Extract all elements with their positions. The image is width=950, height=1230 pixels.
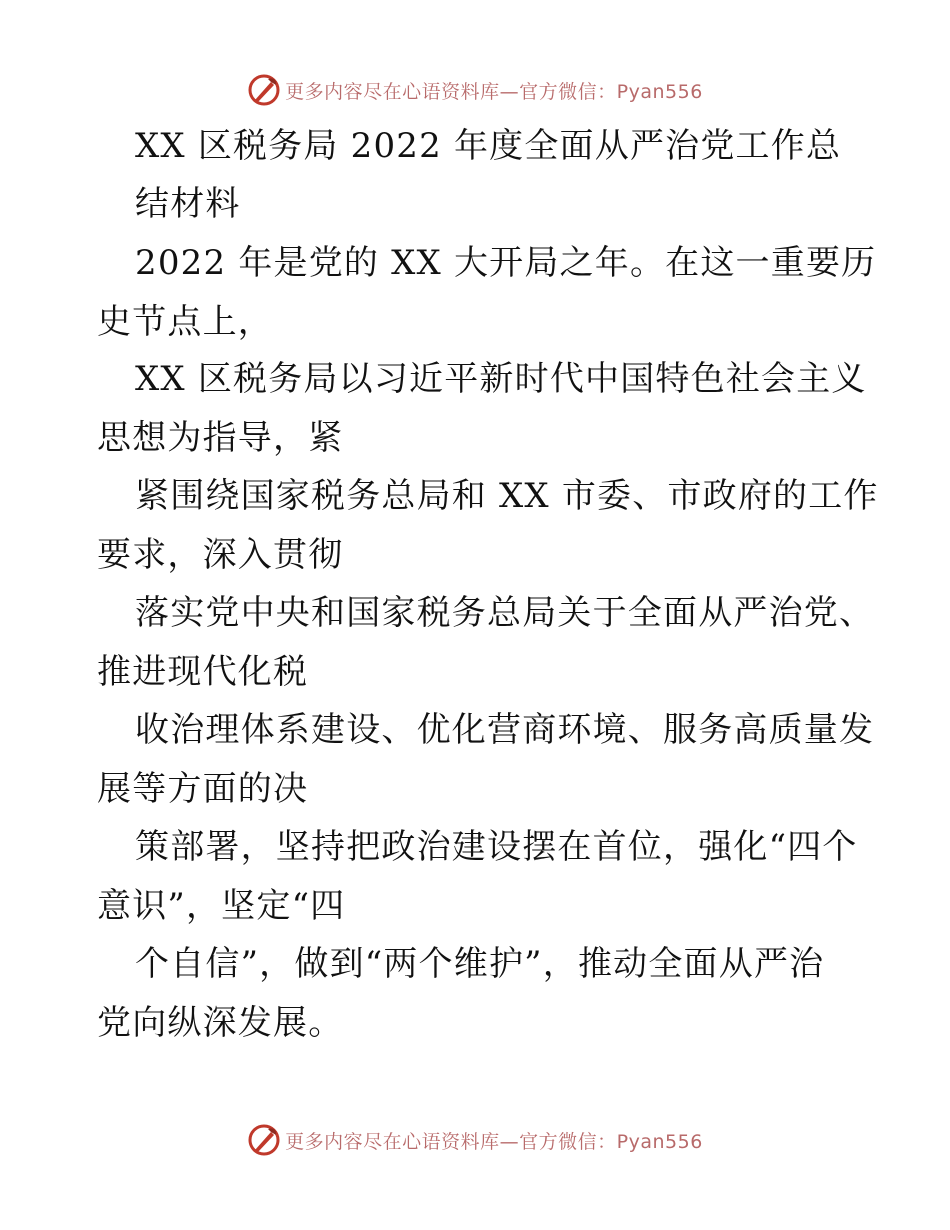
paragraph-line: 推进现代化税 xyxy=(97,652,309,692)
document-title-line-2: 结材料 xyxy=(135,184,241,224)
paragraph-line: 党向纵深发展。 xyxy=(97,1003,344,1043)
paragraph-line: 展等方面的决 xyxy=(97,769,309,809)
header-banner xyxy=(0,70,950,110)
footer-banner xyxy=(0,1120,950,1160)
footer-banner-text: 更多内容尽在心语资料库—官方微信：Pyan556 xyxy=(285,1130,703,1153)
paragraph-line: 意识”，坚定“四 xyxy=(97,886,346,926)
paragraph-line: 思想为指导，紧 xyxy=(97,418,344,458)
paragraph-line: 史节点上， xyxy=(97,302,273,342)
paragraph-line: 要求，深入贯彻 xyxy=(97,535,344,575)
header-banner-text: 更多内容尽在心语资料库—官方微信：Pyan556 xyxy=(285,80,703,103)
paragraph-line: 落实党中央和国家税务总局关于全面从严治党、 xyxy=(135,593,875,633)
document-title-line-1: XX 区税务局 2022 年度全面从严治党工作总 xyxy=(135,126,842,166)
paragraph-line: 紧围绕国家税务总局和 XX 市委、市政府的工作 xyxy=(135,476,879,516)
paragraph-line: 策部署，坚持把政治建设摆在首位，强化“四个 xyxy=(135,827,858,867)
paragraph-line: XX 区税务局以习近平新时代中国特色社会主义 xyxy=(135,359,867,399)
quill-logo-icon xyxy=(247,73,281,107)
paragraph-line: 2022 年是党的 XX 大开局之年。在这一重要历 xyxy=(135,243,877,283)
quill-logo-icon xyxy=(247,1123,281,1157)
paragraph-line: 个自信”，做到“两个维护”，推动全面从严治 xyxy=(135,944,825,984)
paragraph-line: 收治理体系建设、优化营商环境、服务高质量发 xyxy=(135,710,875,750)
